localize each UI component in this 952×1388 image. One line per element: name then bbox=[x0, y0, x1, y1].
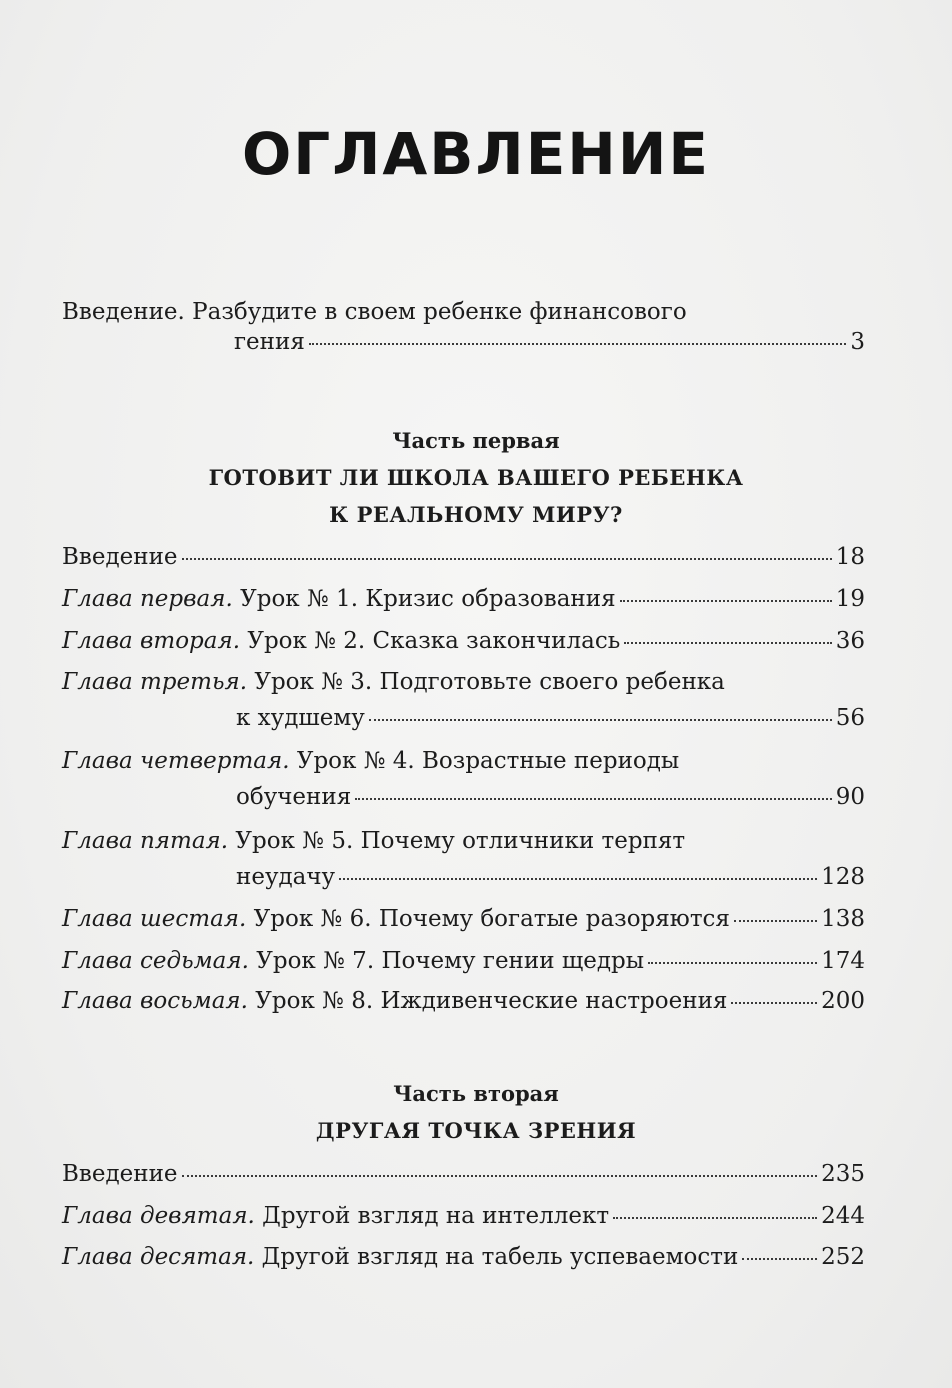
toc-entry-line bbox=[62, 626, 865, 656]
toc-entry[interactable] bbox=[62, 667, 865, 733]
toc-entry-line bbox=[62, 946, 865, 976]
toc-entry-line bbox=[62, 297, 865, 327]
toc-entry-line bbox=[62, 862, 865, 892]
page-number: 3 bbox=[850, 329, 865, 355]
toc-entry-text: Другой взгляд на интеллект bbox=[254, 1203, 610, 1229]
dot-leader bbox=[355, 798, 832, 800]
toc-entry-line bbox=[62, 746, 865, 776]
toc-entry-text: Урок № 5. Почему отличники терпят bbox=[228, 828, 686, 854]
page-number: 90 bbox=[835, 784, 865, 810]
toc-entry[interactable] bbox=[62, 542, 865, 572]
page-number: 200 bbox=[821, 988, 865, 1014]
toc-entry-text: Другой взгляд на табель успеваемости bbox=[254, 1244, 739, 1270]
page-number: 174 bbox=[821, 948, 865, 974]
toc-entry-text: Введение. Разбудите в своем ребенке финансового bbox=[62, 299, 687, 325]
toc-entry-text: Урок № 3. Подготовьте своего ребенка bbox=[247, 669, 725, 695]
dot-leader bbox=[648, 962, 817, 964]
page-number: 128 bbox=[821, 864, 865, 890]
toc-entry-text: обучения bbox=[236, 784, 352, 810]
chapter-label: Глава седьмая. bbox=[62, 948, 249, 974]
chapter-label: Глава пятая. bbox=[62, 828, 229, 854]
chapter-label: Глава шестая. bbox=[62, 906, 247, 932]
page-number: 19 bbox=[835, 586, 865, 612]
page-number: 18 bbox=[835, 544, 865, 570]
toc-entry-line bbox=[62, 1201, 865, 1231]
part-two-heading bbox=[0, 1075, 952, 1149]
part-title: К РЕАЛЬНОМУ МИРУ? bbox=[329, 502, 623, 527]
toc-entry[interactable] bbox=[62, 584, 865, 614]
page-title: ОГЛАВЛЕНИЕ bbox=[241, 120, 711, 188]
toc-entry[interactable] bbox=[62, 746, 865, 812]
chapter-label: Глава первая. bbox=[62, 586, 233, 612]
toc-entry-line bbox=[62, 782, 865, 812]
dot-leader bbox=[339, 878, 817, 880]
page-number: 235 bbox=[821, 1161, 865, 1187]
chapter-label: Глава восьмая. bbox=[62, 988, 248, 1014]
chapter-label: Глава четвертая. bbox=[62, 748, 290, 774]
dot-leader bbox=[182, 1175, 818, 1177]
part-title: ГОТОВИТ ЛИ ШКОЛА ВАШЕГО РЕБЕНКА bbox=[208, 465, 744, 490]
toc-entry-text: Урок № 8. Иждивенческие настроения bbox=[247, 988, 728, 1014]
dot-leader bbox=[731, 1002, 817, 1004]
page-number: 252 bbox=[821, 1244, 865, 1270]
toc-entry-line bbox=[62, 667, 865, 697]
chapter-label: Глава десятая. bbox=[62, 1244, 255, 1270]
dot-leader bbox=[620, 600, 832, 602]
page-number: 138 bbox=[821, 906, 865, 932]
dot-leader bbox=[369, 719, 832, 721]
toc-entry[interactable] bbox=[62, 826, 865, 892]
toc-entry-text: гения bbox=[234, 329, 305, 355]
toc-entry-line bbox=[62, 584, 865, 614]
dot-leader bbox=[734, 920, 817, 922]
dot-leader bbox=[309, 343, 847, 345]
toc-entry-line bbox=[62, 327, 865, 357]
toc-entry-text: неудачу bbox=[236, 864, 336, 890]
toc-entry[interactable] bbox=[62, 1242, 865, 1272]
toc-entry-line bbox=[62, 826, 865, 856]
chapter-label: Глава девятая. bbox=[62, 1203, 255, 1229]
dot-leader bbox=[624, 642, 831, 644]
page-number: 244 bbox=[821, 1203, 865, 1229]
page-number: 36 bbox=[835, 628, 865, 654]
toc-entry-text: Урок № 6. Почему богатые разоряются bbox=[246, 906, 730, 932]
toc-entry-line bbox=[62, 1159, 865, 1189]
part-one-heading bbox=[0, 422, 952, 533]
chapter-label: Глава вторая. bbox=[62, 628, 241, 654]
part-label: Часть первая bbox=[392, 428, 560, 453]
toc-entry-text: Введение bbox=[62, 1161, 178, 1187]
toc-entry[interactable] bbox=[62, 1201, 865, 1231]
toc-entry-text: Урок № 7. Почему гении щедры bbox=[248, 948, 645, 974]
toc-entry-line bbox=[62, 542, 865, 572]
toc-entry-line bbox=[62, 703, 865, 733]
dot-leader bbox=[742, 1258, 817, 1260]
toc-entry-line bbox=[62, 904, 865, 934]
toc-entry[interactable] bbox=[62, 946, 865, 976]
toc-entry[interactable] bbox=[62, 626, 865, 656]
toc-entry[interactable] bbox=[62, 904, 865, 934]
toc-entry[interactable] bbox=[62, 1159, 865, 1189]
toc-entry-intro[interactable] bbox=[62, 297, 865, 357]
part-title: ДРУГАЯ ТОЧКА ЗРЕНИЯ bbox=[315, 1118, 637, 1143]
toc-entry-text: Урок № 4. Возрастные периоды bbox=[289, 748, 680, 774]
dot-leader bbox=[613, 1217, 817, 1219]
part-label: Часть вторая bbox=[393, 1081, 559, 1106]
dot-leader bbox=[182, 558, 832, 560]
page-number: 56 bbox=[835, 705, 865, 731]
toc-entry-line bbox=[62, 1242, 865, 1272]
toc-entry-text: Введение bbox=[62, 544, 178, 570]
toc-entry-text: Урок № 2. Сказка закончилась bbox=[240, 628, 621, 654]
toc-entry-line bbox=[62, 986, 865, 1016]
toc-entry[interactable] bbox=[62, 986, 865, 1016]
toc-entry-text: к худшему bbox=[236, 705, 365, 731]
toc-entry-text: Урок № 1. Кризис образования bbox=[232, 586, 616, 612]
chapter-label: Глава третья. bbox=[62, 669, 248, 695]
